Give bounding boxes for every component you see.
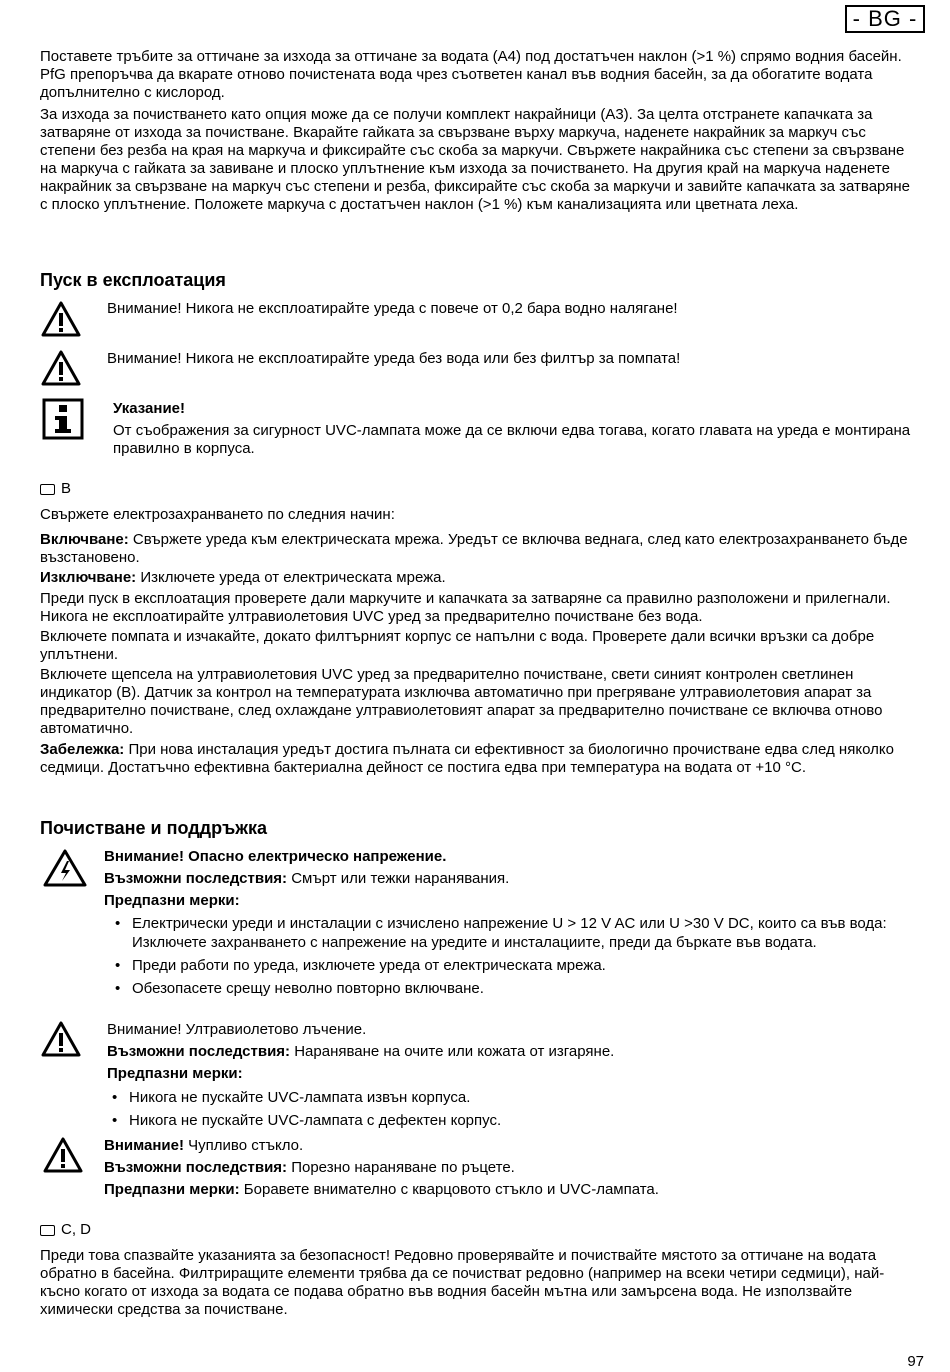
- uv-consequences-text: Нараняване на очите или кожата от изгаряне.: [290, 1043, 615, 1060]
- glass-precautions: [104, 1181, 659, 1199]
- uv-warning-title: Внимание! Ултравиолетово лъчение.: [107, 1021, 367, 1038]
- final-paragraph: Преди това спазвайте указанията за безопасност! Редовно проверявайте и почиствайте мястото за оттичане на водата обратно в басейна. Филтриращите елементи трябва да се почистват редовно (например на всеки четири седмици), най-късно когато от изхода за водата се подава обратно във водния басейн мътна или замърсена вода. Не използвайте химически средства за почистване.: [40, 1247, 885, 1318]
- list-item: • Никога не пускайте UVC-лампата с дефектен корпус.: [112, 1112, 502, 1129]
- glass-warning-label: Внимание!: [104, 1137, 184, 1154]
- precautions-label: Предпазни мерки:: [104, 1181, 240, 1198]
- figure-label: C, D: [61, 1221, 91, 1238]
- note-title: Указание!: [113, 400, 186, 417]
- list-item: • Никога не пускайте UVC-лампата извън корпуса.: [112, 1089, 471, 1106]
- warning-triangle-icon: [40, 349, 82, 387]
- switch-off-paragraph: [40, 569, 915, 587]
- switch-off-text: Изключете уреда от електрическата мрежа.: [136, 569, 446, 586]
- switch-on-text: Свържете уреда към електрическата мрежа. Уредът се включва веднага, след като електрозахранването бъде възстановено.: [40, 531, 908, 566]
- warning-triangle-icon: [40, 1020, 82, 1058]
- glass-warning-title: [104, 1137, 303, 1155]
- info-icon: [42, 398, 84, 440]
- electric-consequences-text: Смърт или тежки наранявания.: [287, 870, 510, 887]
- switch-off-label: Изключване:: [40, 569, 137, 586]
- list-item: • Електрически уреди и инсталации с изчислено напрежение U > 12 V AC или U >30 V DC, които са във вода: Изключете захранването с напрежение на уредите и инсталациите, преди да бъркате във водата.: [115, 915, 887, 951]
- uv-precautions-list: [107, 1088, 907, 1134]
- page-number: 97: [907, 1353, 924, 1370]
- electric-precautions-label: Предпазни мерки:: [104, 892, 240, 909]
- list-item: • Преди работи по уреда, изключете уреда от електрическата мрежа.: [115, 957, 606, 974]
- figure-reference-b: [40, 480, 71, 498]
- electric-precautions-list: [110, 914, 910, 1002]
- startup-warning-1: Внимание! Никога не експлоатирайте уреда с повече от 0,2 бара водно налягане!: [107, 300, 678, 317]
- consequences-label: Възможни последствия:: [104, 1159, 288, 1176]
- list-item-text: Електрически уреди и инсталации с изчислено напрежение U > 12 V AC или U >30 V DC, които са във вода: Изключете захранването с напрежение на уредите и инсталациите, преди да бъркате във водата.: [132, 915, 887, 951]
- intro-paragraph-1: Поставете тръбите за оттичане за изхода за оттичане за водата (A4) под достатъчен наклон (>1 %) спрямо водния басейн. PfG препоръчва да вкарате отново почистената вода чрез съответен канал във водния басейн, за да обогатите водата допълнително с кислород.: [40, 48, 902, 101]
- consequences-label: Възможни последствия:: [104, 870, 288, 887]
- remark-text: При нова инсталация уредът достига пълната си ефективност за биологично прочистване едва след няколко седмици. Достатъчно ефективна бактериална дейност се постига едва при температура на водата от +10 °C.: [40, 741, 894, 776]
- figure-label: B: [61, 480, 72, 497]
- pump-paragraph: Включете помпата и изчакайте, докато филтърният корпус се напълни с вода. Проверете дали всички връзки са добре уплътнени.: [40, 628, 875, 663]
- glass-warning-text: Чупливо стъкло.: [183, 1137, 304, 1154]
- figure-reference-icon: [40, 1225, 55, 1236]
- plug-paragraph: Включете щепсела на ултравиолетовия UVC уред за предварително почистване, свети синият контролен светлинен индикатор (B). Датчик за контрол на температурата изключва автоматично при прегряване ултравиолетовия апарат за предварително почистване, след охлаждане ултравиолетовият апарат за предварително почистване се включва отново автоматично.: [40, 666, 883, 737]
- remark-paragraph: [40, 741, 915, 777]
- intro-paragraph-2: За изхода за почистването като опция може да се получи комплект накрайници (A3). За целта отстранете капачката за затваряне от изхода за почистване. Вкарайте гайката за свързване върху маркуча, наденете накрайник за маркуч със степени без резба на края на маркуча и фиксирайте със скоба за маркучи. Свържете накрайника със степени за свързване на маркуча с гайката за завиване и плоско уплътнение към изхода за почистването. На другия край на маркуча наденете накрайник за свързване на маркуч със степени и резба, фиксирайте със скоба за маркучи и завийте капачката за затваряне с плоско уплътнение. Положете маркуча с достатъчен наклон (>1 %) към канализацията или цветната леха.: [40, 106, 910, 213]
- note-text: От съображения за сигурност UVC-лампата може да се включи едва тогава, когато главата на уреда е монтирана правилно в корпуса.: [113, 422, 911, 457]
- glass-precautions-text: Боравете внимателно с кварцовото стъкло и UVC-лампата.: [239, 1181, 659, 1198]
- electric-warning-title: Внимание! Опасно електрическо напрежение.: [104, 848, 447, 865]
- check-paragraph: Преди пуск в експлоатация проверете дали маркучите и капачката за затваряне са правилно разположени и прилегнали. Никога не експлоатирайте ултравиолетовия UVC уред за предварително почистване без вода.: [40, 590, 891, 625]
- list-item-text: Обезопасете срещу неволно повторно включване.: [132, 980, 484, 997]
- remark-label: Забележка:: [40, 741, 125, 758]
- uv-consequences: [107, 1043, 614, 1061]
- electric-hazard-icon: [42, 848, 88, 888]
- cleaning-heading: Почистване и поддръжка: [40, 818, 267, 838]
- electric-consequences: [104, 870, 509, 888]
- glass-consequences-text: Порезно нараняване по ръцете.: [287, 1159, 515, 1176]
- startup-heading: Пуск в експлоатация: [40, 270, 226, 290]
- warning-triangle-icon: [40, 300, 82, 338]
- switch-on-label: Включване:: [40, 531, 129, 548]
- list-item: • Обезопасете срещу неволно повторно включване.: [115, 980, 484, 997]
- list-item-text: Никога не пускайте UVC-лампата извън корпуса.: [129, 1089, 471, 1106]
- warning-triangle-icon: [42, 1136, 84, 1174]
- switch-on-paragraph: [40, 531, 915, 567]
- list-item-text: Преди работи по уреда, изключете уреда от електрическата мрежа.: [132, 957, 606, 974]
- startup-warning-2: Внимание! Никога не експлоатирайте уреда без вода или без филтър за помпата!: [107, 350, 681, 367]
- language-badge: - BG -: [845, 5, 925, 33]
- figure-reference-icon: [40, 484, 55, 495]
- figure-reference-cd: [40, 1221, 91, 1239]
- connect-instruction: Свържете електрозахранването по следния начин:: [40, 506, 395, 523]
- consequences-label: Възможни последствия:: [107, 1043, 291, 1060]
- glass-consequences: [104, 1159, 515, 1177]
- uv-precautions-label: Предпазни мерки:: [107, 1065, 243, 1082]
- list-item-text: Никога не пускайте UVC-лампата с дефектен корпус.: [129, 1112, 502, 1129]
